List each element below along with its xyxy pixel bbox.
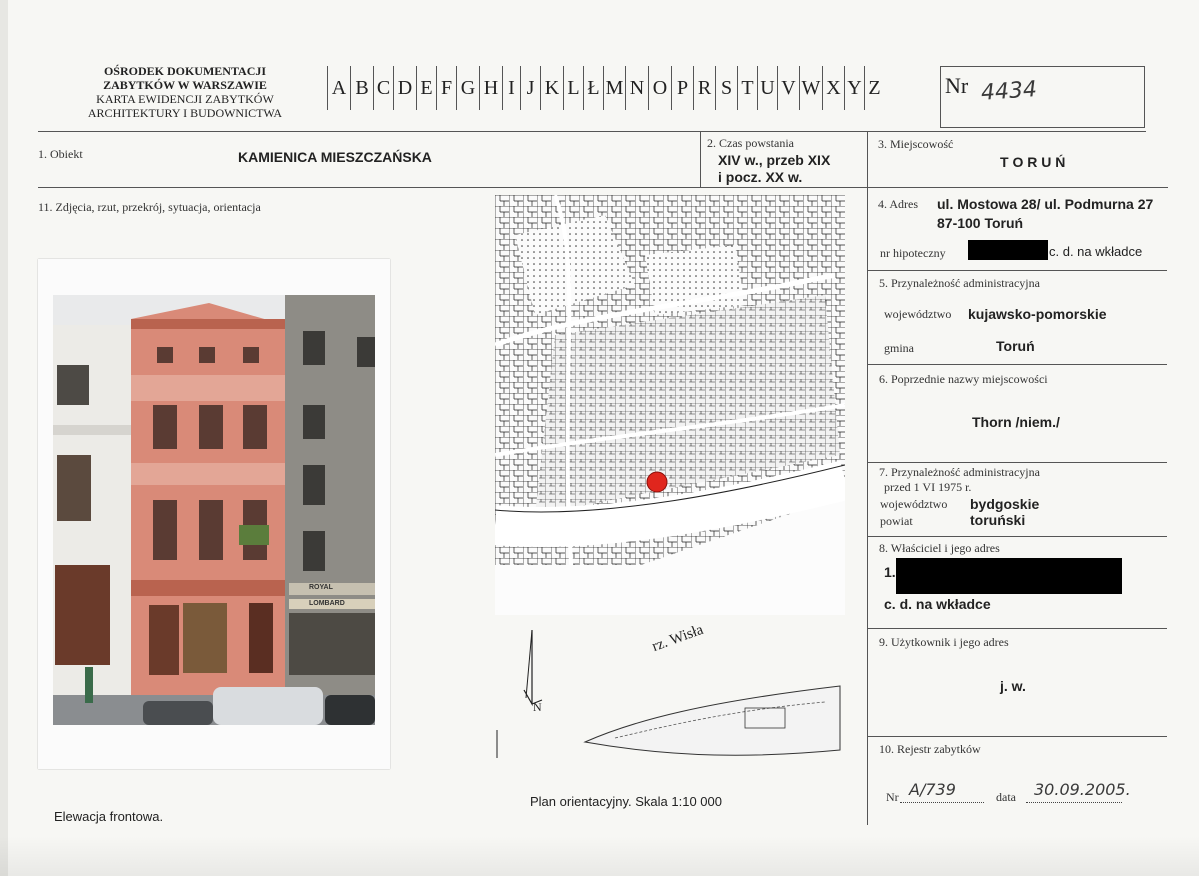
index-letter: L [563,66,583,110]
index-letter: J [520,66,540,110]
wlasciciel-label: 8. Właściciel i jego adres [879,541,1000,555]
photo-caption: Elewacja frontowa. [54,809,164,824]
map-caption: Plan orientacyjny. Skala 1:10 000 [530,794,722,809]
index-letter: M [603,66,625,110]
institution-header [40,64,330,120]
index-letter: K [540,66,563,110]
przed1975-label: przed 1 VI 1975 r. [884,480,972,494]
index-letter: B [350,66,373,110]
wojewodztwo-value: kujawsko-pomorskie [968,306,1107,322]
card-number-box [940,66,1145,128]
redaction-bar [896,558,1122,594]
nr-label: Nr [945,73,969,98]
shop-sign-royal: ROYAL [309,584,333,591]
scan-shadow [0,836,1199,876]
index-letter: X [822,66,844,110]
index-letter: D [393,66,416,110]
facade-photo [53,295,375,725]
rejestr-nr-label: Nr [886,790,899,804]
alphabet-index [327,66,884,110]
institution-line-2: ZABYTKÓW W WARSZAWIE [103,78,267,92]
index-letter: U [757,66,777,110]
poprzednie-label: 6. Poprzednie nazwy miejscowości [879,372,1048,386]
index-letter: E [416,66,436,110]
index-letter: G [456,66,479,110]
gmina-value: Toruń [996,338,1035,354]
col-divider-1 [700,131,701,187]
miejscowosc-value: T O R U Ń [1000,154,1066,170]
divider-7-8 [867,536,1167,537]
adres-label: 4. Adres [878,197,918,211]
card-title-line-1: KARTA EWIDENCJI ZABYTKÓW [96,92,274,106]
divider-9-10 [867,736,1167,737]
divider-5-6 [867,364,1167,365]
col-divider-2 [867,131,868,825]
rejestr-data-dotted-line [1026,802,1122,803]
czas-value-line1: XIV w., przeb XIX [718,152,831,168]
uzytkownik-label: 9. Użytkownik i jego adres [879,635,1009,649]
index-letter: W [799,66,822,110]
nr-hipoteczny-label: nr hipoteczny [880,246,946,260]
index-letter: F [436,66,456,110]
institution-line-1: OŚRODEK DOKUMENTACJI [103,64,267,78]
uzytkownik-value: j. w. [1000,678,1026,694]
divider-4-5 [867,270,1167,271]
rejestr-nr-value: A/739 [909,780,956,799]
row1-divider [38,187,1168,188]
divider-8-9 [867,628,1167,629]
north-label: N [533,700,542,714]
header-divider [38,131,1146,132]
obiekt-value: KAMIENICA MIESZCZAŃSKA [238,149,432,165]
index-letter: H [479,66,502,110]
wlasciciel-cd: c. d. na wkładce [884,596,991,612]
card-number-handwritten: 4434 [980,77,1038,106]
miejscowosc-label: 3. Miejscowość [878,137,954,151]
index-letter: R [693,66,715,110]
redaction-bar [968,240,1048,260]
index-letter: C [373,66,393,110]
adres-value-line1: ul. Mostowa 28/ ul. Podmurna 27 [937,196,1154,212]
index-letter: P [671,66,693,110]
rejestr-data-label: data [996,790,1016,804]
powiat-value: toruński [970,512,1026,528]
index-letter: Ł [583,66,603,110]
index-letter: A [327,66,350,110]
powiat-label: powiat [880,514,913,528]
index-letter: T [737,66,757,110]
woj1975-value: bydgoskie [970,496,1040,512]
przynaleznosc1975-label: 7. Przynależność administracyjna [879,465,1040,479]
rejestr-data-value: 30.09.2005. [1034,780,1131,799]
river-label: rz. Wisła [650,621,706,656]
index-letter: S [715,66,737,110]
poprzednie-value: Thorn /niem./ [972,414,1060,430]
divider-6-7 [867,462,1167,463]
shop-sign-lombard: LOMBARD [309,600,345,607]
obiekt-label: 1. Obiekt [38,147,83,161]
index-letter: Y [844,66,864,110]
index-letter: Z [864,66,884,110]
woj1975-label: województwo [880,497,948,511]
gmina-label: gmina [884,341,914,355]
index-letter: V [777,66,799,110]
section11-label: 11. Zdjęcia, rzut, przekrój, sytuacja, orientacja [38,200,261,214]
orientation-map [495,195,845,615]
nr-hipoteczny-value: c. d. na wkładce [1049,244,1143,259]
przynaleznosc-label: 5. Przynależność administracyjna [879,276,1040,290]
index-letter: I [502,66,520,110]
rejestr-nr-dotted-line [900,802,984,803]
wlasciciel-num: 1. [884,564,896,580]
czas-value-line2: i pocz. XX w. [718,169,803,185]
rejestr-label: 10. Rejestr zabytków [879,742,981,756]
index-letter: O [648,66,671,110]
wojewodztwo-label: województwo [884,307,952,321]
index-letter: N [625,66,648,110]
czas-label: 2. Czas powstania [707,136,794,150]
card-title-line-2: ARCHITEKTURY I BUDOWNICTWA [87,106,283,120]
adres-value-line2: 87-100 Toruń [937,215,1024,231]
